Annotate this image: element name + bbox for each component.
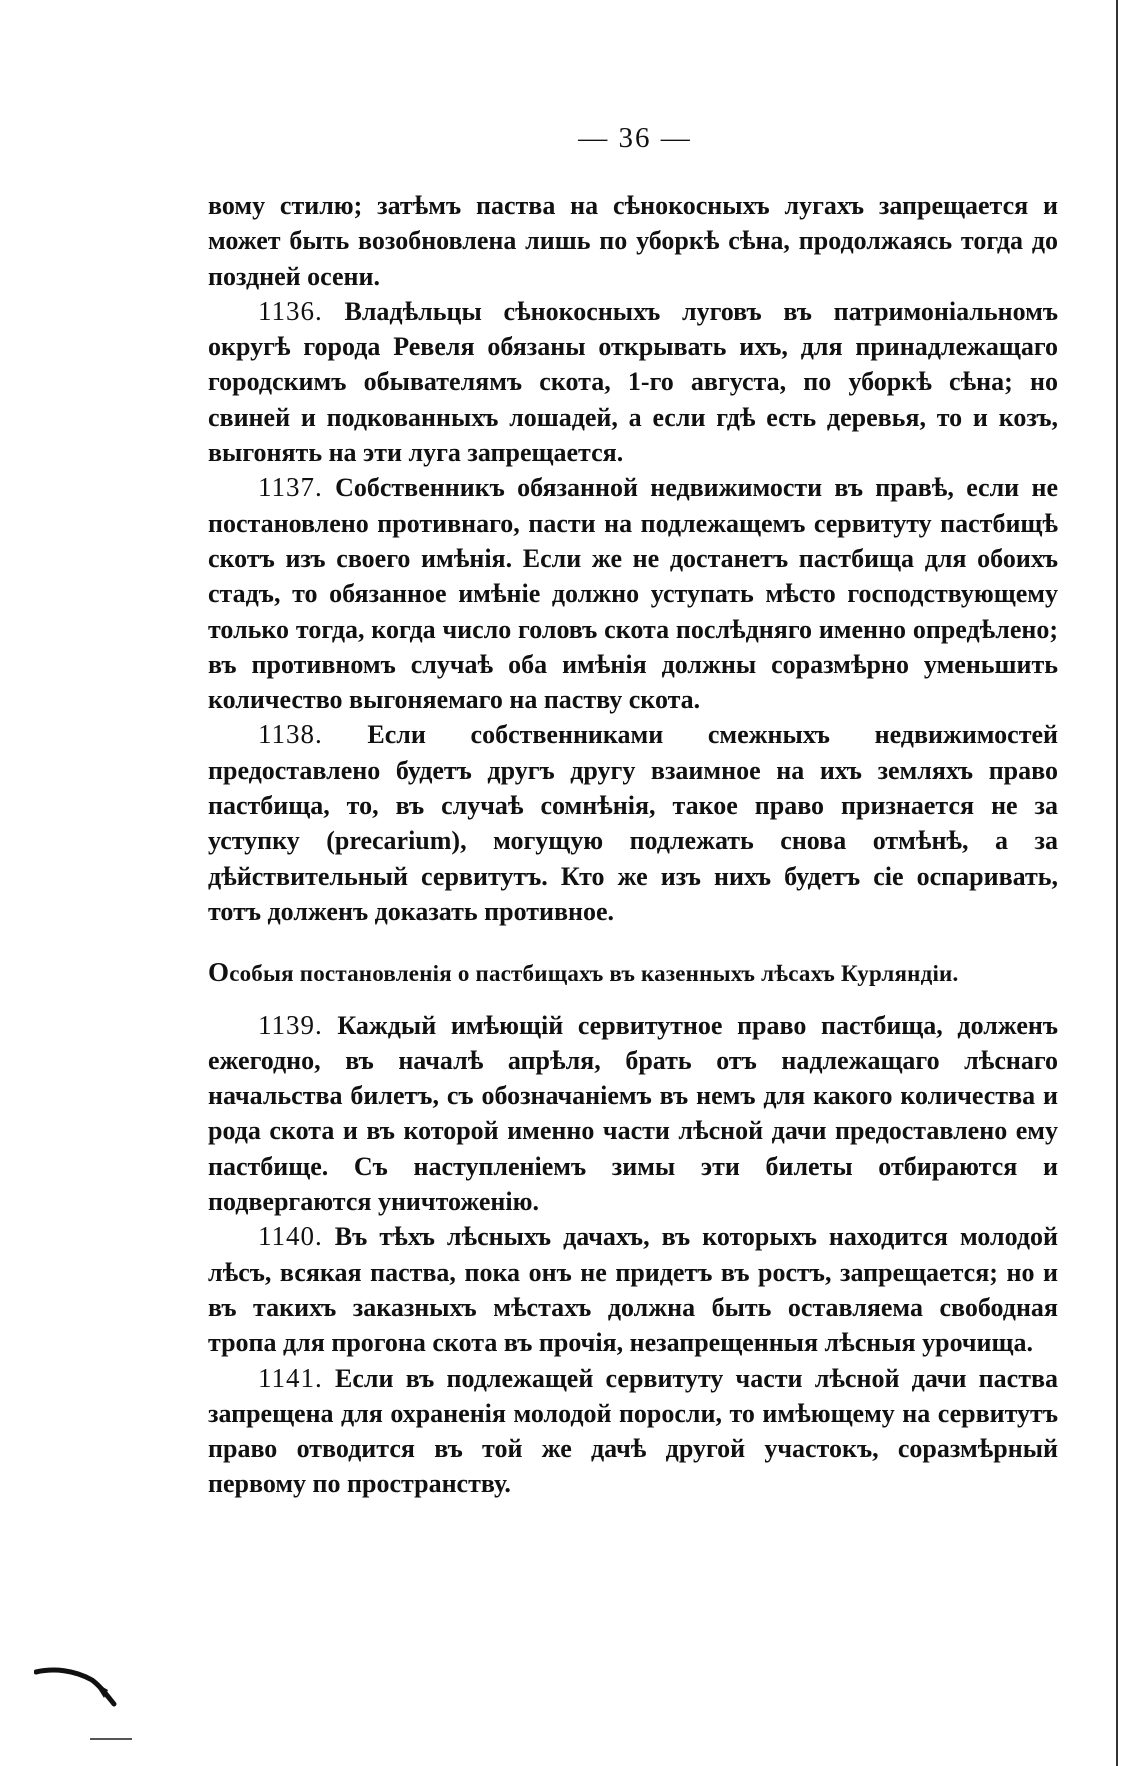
article-number: 1138. [258, 719, 323, 750]
paragraph-text: вому стилю; затѣмъ паства на сѣнокосныхъ лугахъ запрещается и может быть возобновлена лишь по уборкѣ сѣна, продолжаясь тогда до поздней осени. [208, 191, 1058, 291]
page-number [0, 122, 1140, 155]
article-text: Владѣльцы сѣнокосныхъ луговъ въ патримоніальномъ округѣ города Ревеля обязаны открывать ихъ, для принадлежащаго городскимъ обывателямъ скота, 1-го августа, по уборкѣ сѣна; но свиней и подкованныхъ лошадей, а если гдѣ есть деревья, то и козъ, выгонять на эти луга запрещается. [208, 296, 1058, 468]
article-text: Если въ подлежащей сервитуту части лѣсной дачи паства запрещена для охраненія молодой поросли, то имѣющему на сервитутъ право отводится въ той же дачѣ другой участокъ, соразмѣрный первому по пространству. [208, 1363, 1058, 1499]
article-1139 [208, 1008, 1058, 1220]
bottom-rule [90, 1738, 132, 1740]
article-text: Собственникъ обязанной недвижимости въ правѣ, если не постановлено противнаго, пасти на подлежащемъ сервитуту пастбищѣ скотъ изъ своего имѣнія. Если же не достанетъ пастбища для обоихъ стадъ, то обязанное имѣніе должно уступать мѣсто господствующему только тогда, когда число головъ скота послѣдняго именно опредѣлено; въ противномъ случаѣ оба имѣнія должны соразмѣрно уменьшить количество выгоняемаго на паству скота. [208, 473, 1059, 715]
article-1141 [208, 1361, 1058, 1502]
article-text: Каждый имѣющій сервитутное право пастбища, долженъ ежегодно, въ началѣ апрѣля, брать отъ надлежащаго лѣснаго начальства билетъ, съ обозначаніемъ въ немъ для какого количества и рода скота и въ которой именно части лѣсной дачи предоставлено ему пастбище. Съ наступленіемъ зимы эти билеты отбираются и подвергаются уничтоженію. [208, 1010, 1058, 1217]
article-1137 [208, 470, 1058, 717]
ink-mark-icon [34, 1660, 124, 1710]
paragraph-continuation [208, 188, 1058, 294]
article-number: 1141. [258, 1362, 323, 1393]
article-number: 1137. [258, 472, 323, 503]
article-text: Если собственниками смежныхъ недвижимостей предоставлено будетъ другъ другу взаимное на ихъ земляхъ право пастбища, то, въ случаѣ сомнѣнія, такое право признается не за уступку (precarium), могущую подлежать снова отмѣнѣ, а за дѣйствительный сервитутъ. Кто же изъ нихъ будетъ сіе оспаривать, тотъ долженъ доказать противное. [208, 720, 1059, 926]
article-1140 [208, 1219, 1058, 1360]
page-body [208, 188, 1058, 1502]
article-1138 [208, 717, 1058, 929]
section-heading [208, 955, 1058, 991]
section-heading-initial: О [208, 957, 230, 988]
article-number: 1139. [258, 1009, 323, 1040]
article-1136 [208, 294, 1058, 470]
article-number: 1140. [258, 1221, 323, 1252]
article-text: Въ тѣхъ лѣсныхъ дачахъ, въ которыхъ находится молодой лѣсъ, всякая паства, пока онъ не придетъ въ ростъ, запрещается; но и въ такихъ заказныхъ мѣстахъ должна быть оставляема свободная тропа для прогона скота въ прочія, незапрещенныя лѣсныя урочища. [208, 1222, 1058, 1358]
section-heading-text: собыя постановленія о пастбищахъ въ казенныхъ лѣсахъ Курляндіи. [229, 961, 959, 987]
page-number-text: — 36 — [578, 122, 692, 154]
page-edge-line [1116, 0, 1118, 1766]
article-number: 1136. [258, 295, 323, 326]
